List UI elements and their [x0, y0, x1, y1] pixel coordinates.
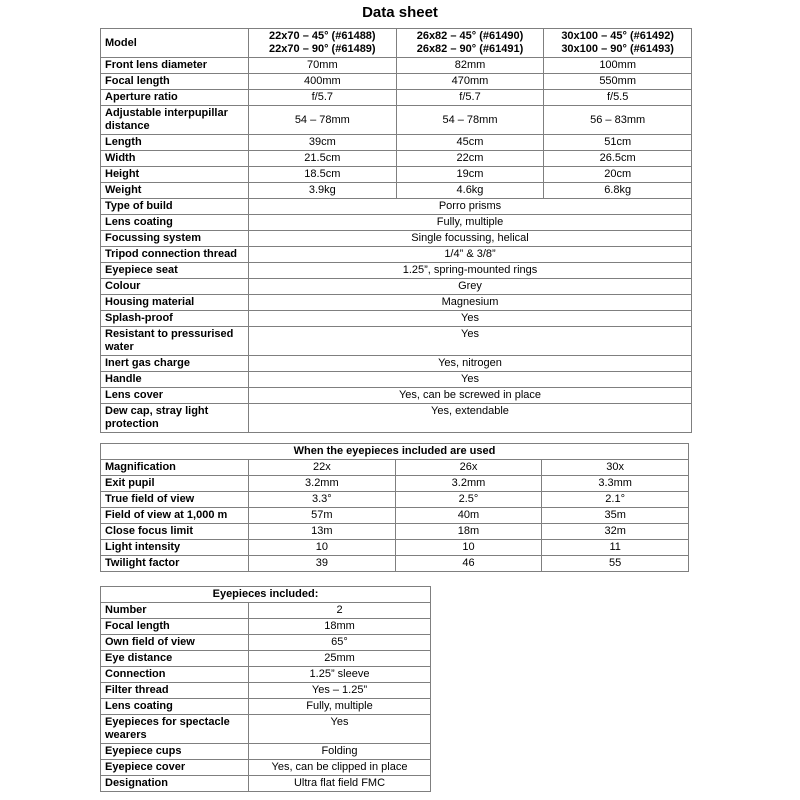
spec-label: Own field of view: [101, 635, 249, 651]
spec-label: Field of view at 1,000 m: [101, 508, 249, 524]
spec-value: 20cm: [544, 167, 692, 183]
spec-label: Eyepiece cover: [101, 760, 249, 776]
table-row: [101, 231, 692, 247]
table-row: [101, 356, 692, 372]
spec-value: 40m: [395, 508, 542, 524]
table-row: [101, 106, 692, 135]
table-row: [101, 183, 692, 199]
spec-value: [249, 29, 397, 58]
spec-value: Yes: [249, 311, 692, 327]
spec-value: 39: [249, 556, 396, 572]
spec-value: Yes, can be clipped in place: [249, 760, 431, 776]
table-row: [101, 295, 692, 311]
spec-value: 25mm: [249, 651, 431, 667]
spec-value: f/5.7: [396, 90, 544, 106]
table-row: [101, 699, 431, 715]
spec-value: 70mm: [249, 58, 397, 74]
spec-value: Yes: [249, 327, 692, 356]
spec-value: 65°: [249, 635, 431, 651]
spec-label: Resistant to pressurised water: [101, 327, 249, 356]
table-row: [101, 247, 692, 263]
spec-label: Model: [101, 29, 249, 58]
spec-label: Filter thread: [101, 683, 249, 699]
spec-label: Type of build: [101, 199, 249, 215]
spec-label: Focussing system: [101, 231, 249, 247]
spec-label: Weight: [101, 183, 249, 199]
table-row: [101, 715, 431, 744]
spec-value-line: 22x70 – 45° (#61488): [269, 30, 376, 42]
spec-value: Yes: [249, 372, 692, 388]
table-row: [101, 651, 431, 667]
spec-value: 18mm: [249, 619, 431, 635]
spec-value: f/5.7: [249, 90, 397, 106]
spec-value: [544, 29, 692, 58]
spec-label: Lens coating: [101, 215, 249, 231]
table-row: [101, 279, 692, 295]
table-row: [101, 508, 689, 524]
table-title-row: [101, 444, 689, 460]
spec-value: Yes: [249, 715, 431, 744]
table-row: [101, 524, 689, 540]
spec-value: 45cm: [396, 135, 544, 151]
spec-value: 19cm: [396, 167, 544, 183]
table-row: [101, 776, 431, 792]
table-row: [101, 760, 431, 776]
eyepieces-in-use-table: [100, 443, 689, 572]
spec-label: Width: [101, 151, 249, 167]
spec-value: 21.5cm: [249, 151, 397, 167]
spec-label: Focal length: [101, 74, 249, 90]
spec-value: 11: [542, 540, 689, 556]
spec-label: Adjustable interpupillar distance: [101, 106, 249, 135]
spec-value: 82mm: [396, 58, 544, 74]
spec-value: 54 – 78mm: [249, 106, 397, 135]
spec-label: Housing material: [101, 295, 249, 311]
spec-label: Lens coating: [101, 699, 249, 715]
table-row: [101, 683, 431, 699]
spec-value: Fully, multiple: [249, 699, 431, 715]
spec-value: 10: [395, 540, 542, 556]
eyepieces-included-table: [100, 586, 431, 792]
spec-value: 2: [249, 603, 431, 619]
spec-value: 35m: [542, 508, 689, 524]
table-row: [101, 311, 692, 327]
table-row: [101, 372, 692, 388]
spec-value: 18m: [395, 524, 542, 540]
spec-value: 3.3mm: [542, 476, 689, 492]
table-row: [101, 90, 692, 106]
table-row: [101, 215, 692, 231]
spec-value: 470mm: [396, 74, 544, 90]
spec-value: Yes – 1.25”: [249, 683, 431, 699]
spec-label: Handle: [101, 372, 249, 388]
spec-value: 6.8kg: [544, 183, 692, 199]
eyepieces-included: [100, 586, 431, 792]
spec-label: Eye distance: [101, 651, 249, 667]
page-title: Data sheet: [362, 4, 438, 21]
spec-label: Dew cap, stray light protection: [101, 404, 249, 433]
spec-value: 550mm: [544, 74, 692, 90]
spec-value: 22x: [249, 460, 396, 476]
spec-value: 54 – 78mm: [396, 106, 544, 135]
spec-value: [396, 29, 544, 58]
spec-value: Porro prisms: [249, 199, 692, 215]
spec-value: 26x: [395, 460, 542, 476]
table-row: [101, 199, 692, 215]
table-title-row: [101, 587, 431, 603]
table-row: [101, 667, 431, 683]
spec-value: 400mm: [249, 74, 397, 90]
spec-value: 3.9kg: [249, 183, 397, 199]
spec-value: 39cm: [249, 135, 397, 151]
spec-value: Magnesium: [249, 295, 692, 311]
table-row: [101, 540, 689, 556]
table-row: [101, 460, 689, 476]
spec-label: Lens cover: [101, 388, 249, 404]
spec-label: Front lens diameter: [101, 58, 249, 74]
spec-value-line: 30x100 – 45° (#61492): [561, 30, 674, 42]
spec-value: 2.1°: [542, 492, 689, 508]
spec-value: 3.2mm: [249, 476, 396, 492]
tables-area: [100, 28, 800, 792]
eyepieces-in-use: [100, 443, 689, 572]
spec-label: Twilight factor: [101, 556, 249, 572]
spec-value: 4.6kg: [396, 183, 544, 199]
spec-label: Colour: [101, 279, 249, 295]
spec-label: Aperture ratio: [101, 90, 249, 106]
spec-value: f/5.5: [544, 90, 692, 106]
spec-label: Exit pupil: [101, 476, 249, 492]
spec-label: Designation: [101, 776, 249, 792]
spec-value: Yes, nitrogen: [249, 356, 692, 372]
table-row: [101, 492, 689, 508]
spec-label: Length: [101, 135, 249, 151]
spec-value: Fully, multiple: [249, 215, 692, 231]
spec-value: 100mm: [544, 58, 692, 74]
spec-label: Eyepieces for spectacle wearers: [101, 715, 249, 744]
spec-value: 22cm: [396, 151, 544, 167]
spec-label: Eyepiece cups: [101, 744, 249, 760]
table-row: [101, 151, 692, 167]
spec-label: Connection: [101, 667, 249, 683]
table-row: [101, 388, 692, 404]
spec-value: 51cm: [544, 135, 692, 151]
spec-value: 2.5°: [395, 492, 542, 508]
table-row: [101, 635, 431, 651]
table-row: [101, 135, 692, 151]
spec-value: 30x: [542, 460, 689, 476]
spec-value: 46: [395, 556, 542, 572]
spec-value: 1.25” sleeve: [249, 667, 431, 683]
spec-label: Close focus limit: [101, 524, 249, 540]
spec-value: 3.2mm: [395, 476, 542, 492]
table-row: [101, 744, 431, 760]
spec-label: Light intensity: [101, 540, 249, 556]
spec-value: 32m: [542, 524, 689, 540]
spec-value-line: 30x100 – 90° (#61493): [561, 43, 674, 55]
spec-label: Splash-proof: [101, 311, 249, 327]
spec-value: 3.3°: [249, 492, 396, 508]
table-row: [101, 74, 692, 90]
spec-value-line: 26x82 – 90° (#61491): [416, 43, 524, 55]
spec-value: Folding: [249, 744, 431, 760]
table-title: When the eyepieces included are used: [101, 444, 689, 460]
spec-label: Focal length: [101, 619, 249, 635]
table-row: [101, 603, 431, 619]
main-spec-table: [100, 28, 692, 433]
spec-value: 26.5cm: [544, 151, 692, 167]
spec-value: Grey: [249, 279, 692, 295]
spec-value: Ultra flat field FMC: [249, 776, 431, 792]
spec-label: True field of view: [101, 492, 249, 508]
table-row: [101, 404, 692, 433]
table-title: Eyepieces included:: [101, 587, 431, 603]
spec-value: 18.5cm: [249, 167, 397, 183]
spec-label: Inert gas charge: [101, 356, 249, 372]
spec-value: 1.25”, spring-mounted rings: [249, 263, 692, 279]
table-row: [101, 476, 689, 492]
spec-label: Magnification: [101, 460, 249, 476]
spec-value: 55: [542, 556, 689, 572]
spec-value: Yes, can be screwed in place: [249, 388, 692, 404]
table-row: [101, 327, 692, 356]
spec-label: Height: [101, 167, 249, 183]
spec-value: Single focussing, helical: [249, 231, 692, 247]
spec-label: Tripod connection thread: [101, 247, 249, 263]
spec-value: 57m: [249, 508, 396, 524]
spec-value: 10: [249, 540, 396, 556]
spec-value: Yes, extendable: [249, 404, 692, 433]
spec-value: 56 – 83mm: [544, 106, 692, 135]
spec-value: 1/4” & 3/8”: [249, 247, 692, 263]
table-row: [101, 619, 431, 635]
spec-value: 13m: [249, 524, 396, 540]
table-row: [101, 29, 692, 58]
spec-label: Eyepiece seat: [101, 263, 249, 279]
table-row: [101, 167, 692, 183]
table-row: [101, 58, 692, 74]
spec-label: Number: [101, 603, 249, 619]
table-row: [101, 556, 689, 572]
main-specs: [100, 28, 692, 433]
spec-value-line: 26x82 – 45° (#61490): [416, 30, 524, 42]
table-row: [101, 263, 692, 279]
spec-value-line: 22x70 – 90° (#61489): [269, 43, 376, 55]
